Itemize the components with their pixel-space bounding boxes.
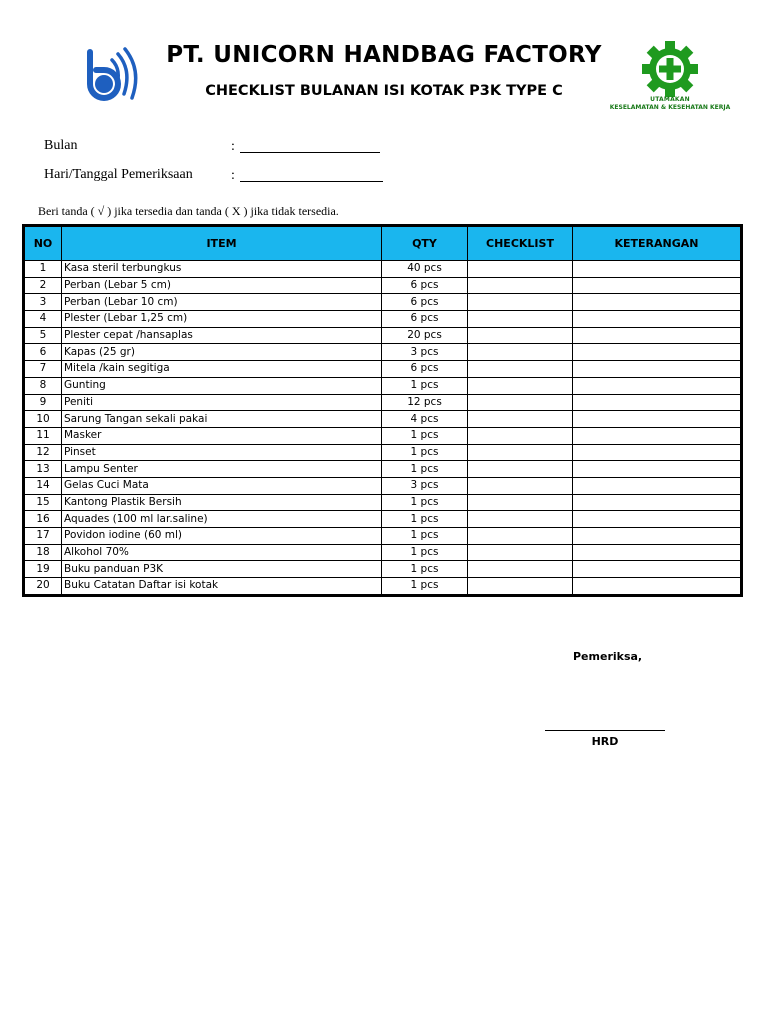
signature-line[interactable]	[545, 730, 665, 731]
table-header-row	[25, 227, 741, 261]
cell-checklist[interactable]	[468, 411, 573, 428]
cell-no: 1	[25, 261, 62, 278]
cell-item: Gelas Cuci Mata	[62, 477, 382, 494]
signature-role: HRD	[591, 735, 619, 748]
cell-no: 18	[25, 544, 62, 561]
table-row	[25, 444, 741, 461]
cell-checklist[interactable]	[468, 277, 573, 294]
table-row	[25, 377, 741, 394]
table-row	[25, 277, 741, 294]
cell-keterangan[interactable]	[573, 344, 741, 361]
cell-item: Alkohol 70%	[62, 544, 382, 561]
table-row	[25, 544, 741, 561]
tanggal-colon: :	[231, 168, 235, 183]
cell-item: Kapas (25 gr)	[62, 344, 382, 361]
cell-no: 8	[25, 377, 62, 394]
cell-qty: 1 pcs	[382, 578, 468, 595]
cell-qty: 12 pcs	[382, 394, 468, 411]
cell-item: Plester (Lebar 1,25 cm)	[62, 311, 382, 328]
cell-keterangan[interactable]	[573, 377, 741, 394]
cell-no: 20	[25, 578, 62, 595]
cell-checklist[interactable]	[468, 294, 573, 311]
table-row	[25, 477, 741, 494]
cell-checklist[interactable]	[468, 544, 573, 561]
cell-no: 3	[25, 294, 62, 311]
cell-keterangan[interactable]	[573, 411, 741, 428]
cell-keterangan[interactable]	[573, 394, 741, 411]
cell-no: 15	[25, 494, 62, 511]
cell-keterangan[interactable]	[573, 544, 741, 561]
cell-item: Aquades (100 ml lar.saline)	[62, 511, 382, 528]
cell-item: Gunting	[62, 377, 382, 394]
cell-checklist[interactable]	[468, 377, 573, 394]
cell-checklist[interactable]	[468, 344, 573, 361]
cell-checklist[interactable]	[468, 561, 573, 578]
cell-checklist[interactable]	[468, 361, 573, 378]
cell-item: Masker	[62, 427, 382, 444]
bulan-label: Bulan	[44, 138, 78, 153]
cell-item: Povidon iodine (60 ml)	[62, 528, 382, 545]
cell-qty: 1 pcs	[382, 377, 468, 394]
cell-item: Pinset	[62, 444, 382, 461]
header-item: ITEM	[62, 227, 382, 261]
cell-item: Kantong Plastik Bersih	[62, 494, 382, 511]
cell-keterangan[interactable]	[573, 561, 741, 578]
cell-qty: 1 pcs	[382, 528, 468, 545]
cell-keterangan[interactable]	[573, 277, 741, 294]
table-row	[25, 311, 741, 328]
table-row	[25, 294, 741, 311]
cell-checklist[interactable]	[468, 461, 573, 478]
cell-item: Perban (Lebar 5 cm)	[62, 277, 382, 294]
bulan-field[interactable]	[240, 152, 380, 153]
cell-no: 6	[25, 344, 62, 361]
table-row	[25, 494, 741, 511]
cell-keterangan[interactable]	[573, 461, 741, 478]
cell-item: Lampu Senter	[62, 461, 382, 478]
table-row	[25, 427, 741, 444]
cell-qty: 1 pcs	[382, 444, 468, 461]
tanggal-label: Hari/Tanggal Pemeriksaan	[44, 167, 193, 182]
table-row	[25, 561, 741, 578]
cell-no: 16	[25, 511, 62, 528]
cell-qty: 20 pcs	[382, 327, 468, 344]
cell-no: 13	[25, 461, 62, 478]
cell-qty: 6 pcs	[382, 294, 468, 311]
cell-checklist[interactable]	[468, 477, 573, 494]
cell-no: 19	[25, 561, 62, 578]
table-row	[25, 361, 741, 378]
signature-title: Pemeriksa,	[573, 650, 643, 663]
cell-checklist[interactable]	[468, 528, 573, 545]
header-no: NO	[25, 227, 62, 261]
cell-item: Perban (Lebar 10 cm)	[62, 294, 382, 311]
cell-no: 5	[25, 327, 62, 344]
company-name: PT. UNICORN HANDBAG FACTORY	[166, 42, 602, 68]
cell-no: 11	[25, 427, 62, 444]
cell-checklist[interactable]	[468, 444, 573, 461]
cell-item: Kasa steril terbungkus	[62, 261, 382, 278]
cell-keterangan[interactable]	[573, 528, 741, 545]
form-title: CHECKLIST BULANAN ISI KOTAK P3K TYPE C	[205, 83, 563, 99]
cell-item: Plester cepat /hansaplas	[62, 327, 382, 344]
header-keterangan: KETERANGAN	[573, 227, 741, 261]
cell-no: 4	[25, 311, 62, 328]
cell-no: 10	[25, 411, 62, 428]
cell-keterangan[interactable]	[573, 494, 741, 511]
cell-no: 12	[25, 444, 62, 461]
cell-qty: 1 pcs	[382, 461, 468, 478]
cell-item: Buku Catatan Daftar isi kotak	[62, 578, 382, 595]
cell-checklist[interactable]	[468, 427, 573, 444]
cell-checklist[interactable]	[468, 394, 573, 411]
cell-item: Sarung Tangan sekali pakai	[62, 411, 382, 428]
table-row	[25, 261, 741, 278]
table-row	[25, 578, 741, 595]
table-row	[25, 411, 741, 428]
cell-checklist[interactable]	[468, 511, 573, 528]
cell-qty: 40 pcs	[382, 261, 468, 278]
cell-qty: 6 pcs	[382, 361, 468, 378]
cell-no: 7	[25, 361, 62, 378]
header-qty: QTY	[382, 227, 468, 261]
logo-caption-line1: UTAMAKAN	[650, 96, 690, 103]
cell-keterangan[interactable]	[573, 261, 741, 278]
cell-qty: 6 pcs	[382, 311, 468, 328]
cell-keterangan[interactable]	[573, 578, 741, 595]
cell-qty: 1 pcs	[382, 494, 468, 511]
table-row	[25, 394, 741, 411]
cell-no: 9	[25, 394, 62, 411]
cell-keterangan[interactable]	[573, 327, 741, 344]
table-row	[25, 528, 741, 545]
cell-no: 14	[25, 477, 62, 494]
table-row	[25, 461, 741, 478]
cell-qty: 4 pcs	[382, 411, 468, 428]
cell-qty: 1 pcs	[382, 561, 468, 578]
cell-item: Peniti	[62, 394, 382, 411]
cell-qty: 1 pcs	[382, 427, 468, 444]
cell-checklist[interactable]	[468, 327, 573, 344]
cell-qty: 6 pcs	[382, 277, 468, 294]
cell-qty: 1 pcs	[382, 511, 468, 528]
cell-checklist[interactable]	[468, 311, 573, 328]
cell-no: 17	[25, 528, 62, 545]
cell-keterangan[interactable]	[573, 427, 741, 444]
cell-keterangan[interactable]	[573, 361, 741, 378]
table-row	[25, 327, 741, 344]
tanggal-field[interactable]	[240, 181, 383, 182]
cell-checklist[interactable]	[468, 494, 573, 511]
cell-qty: 1 pcs	[382, 544, 468, 561]
cell-qty: 3 pcs	[382, 477, 468, 494]
cell-keterangan[interactable]	[573, 511, 741, 528]
table-row	[25, 511, 741, 528]
cell-checklist[interactable]	[468, 578, 573, 595]
cell-item: Mitela /kain segitiga	[62, 361, 382, 378]
instruction-text: Beri tanda ( √ ) jika tersedia dan tanda ( X ) jika tidak tersedia.	[38, 204, 339, 218]
cell-keterangan[interactable]	[573, 311, 741, 328]
cell-keterangan[interactable]	[573, 477, 741, 494]
cell-keterangan[interactable]	[573, 294, 741, 311]
logo-caption-line2: KESELAMATAN & KESEHATAN KERJA	[609, 104, 731, 111]
checklist-table	[22, 224, 743, 597]
header-checklist: CHECKLIST	[468, 227, 573, 261]
table-row	[25, 344, 741, 361]
cell-checklist[interactable]	[468, 261, 573, 278]
bulan-colon: :	[231, 139, 235, 154]
cell-qty: 3 pcs	[382, 344, 468, 361]
cell-item: Buku panduan P3K	[62, 561, 382, 578]
cell-no: 2	[25, 277, 62, 294]
cell-keterangan[interactable]	[573, 444, 741, 461]
